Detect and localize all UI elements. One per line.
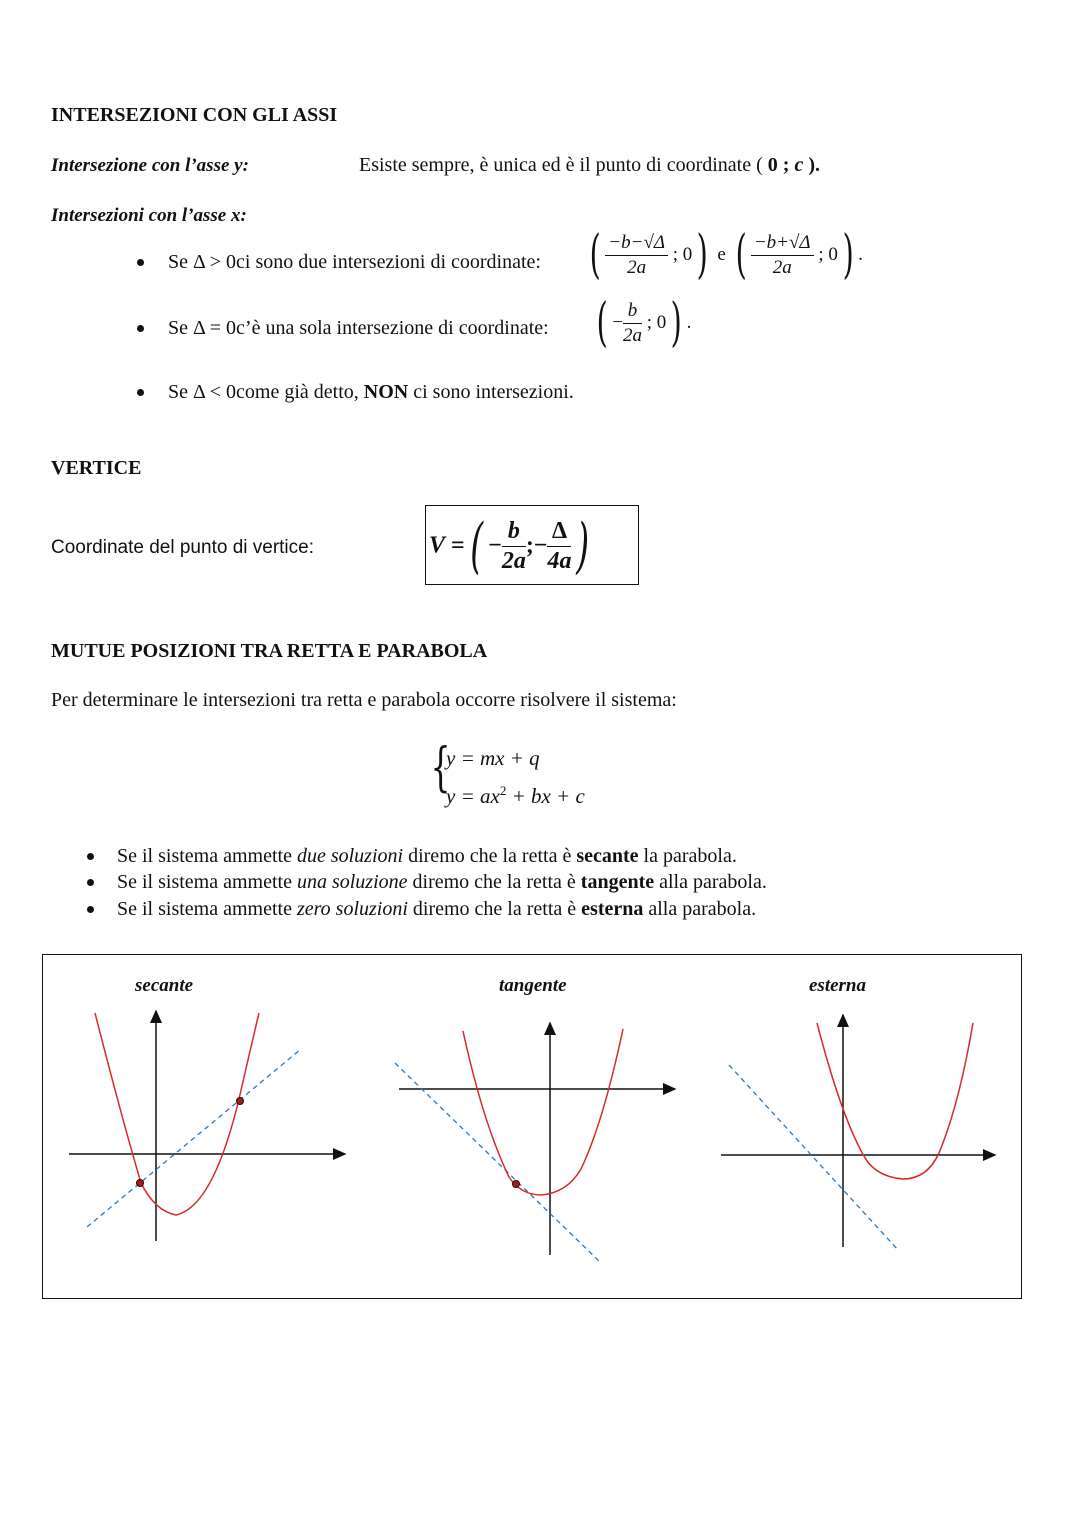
label-secante: secante [135, 975, 194, 996]
vertex-formula: V =( − $\frac{b}{2a}$ ;− $\frac{\Delta}{4a}$ ) [429, 511, 590, 581]
bullet-dot [87, 906, 94, 913]
bullet-dot [87, 853, 94, 860]
item-esterna: Se il sistema ammette zero soluzioni diremo che la retta è esterna alla parabola. [117, 898, 757, 920]
bullet-delta-positive: Se Δ > 0ci sono due intersezioni di coordinate: [168, 251, 541, 273]
system-eq2: $y = ax^2$ + bx + c [446, 783, 585, 808]
figures-svg [43, 955, 1021, 1298]
vertex-formula-box [425, 505, 639, 585]
figures-panel [42, 954, 1022, 1299]
system-brace: { [430, 738, 451, 798]
bullet-delta-negative: Se Δ < 0come già detto, NON ci sono intersezioni. [168, 381, 574, 403]
bullet-dot [137, 389, 144, 396]
tangent-point [513, 1181, 520, 1188]
section-title-vertice: VERTICE [51, 457, 142, 479]
vertice-label: Coordinate del punto di vertice: [51, 537, 314, 558]
graph-esterna [721, 1015, 995, 1251]
item-secante: Se il sistema ammette due soluzioni diremo che la retta è secante la parabola. [117, 845, 737, 867]
tangent-line [395, 1063, 599, 1261]
label-esterna: esterna [809, 975, 866, 996]
system-eq1: y = mx + q [446, 746, 540, 770]
secant-line [87, 1049, 301, 1227]
parabola [463, 1029, 623, 1195]
section-title-intersezioni: INTERSEZIONI CON GLI ASSI [51, 104, 338, 126]
bullet-delta-zero: Se Δ = 0c’è una sola intersezione di coordinate: [168, 317, 549, 339]
intersection-point [137, 1180, 144, 1187]
mutue-intro: Per determinare le intersezioni tra retta e parabola occorre risolvere il sistema: [51, 689, 677, 711]
graph-tangente [395, 1023, 675, 1261]
graph-secante [43, 955, 345, 1298]
section-title-mutue: MUTUE POSIZIONI TRA RETTA E PARABOLA [51, 640, 488, 662]
asse-y-label: Intersezione con l’asse y: [51, 155, 249, 176]
parabola [95, 1013, 259, 1215]
formula-one-intersection: ( − $\frac{b}{2a}$ ; 0) . [596, 293, 692, 353]
item-tangente: Se il sistema ammette una soluzione diremo che la retta è tangente alla parabola. [117, 871, 767, 893]
asse-x-label: Intersezioni con l’asse x: [51, 205, 247, 226]
formula-two-intersections: ( $\frac{-b-√\Delta}{2a}$ ; 0) e ( $\frac{-b+√\Delta}{2a}$ ; 0) . [589, 225, 863, 285]
bullet-dot [87, 879, 94, 886]
external-line [729, 1065, 899, 1251]
asse-y-text: Esiste sempre, è unica ed è il punto di coordinate ( 0 ; c ). [359, 154, 820, 176]
label-tangente: tangente [499, 975, 567, 996]
intersection-point [237, 1098, 244, 1105]
bullet-dot [137, 325, 144, 332]
bullet-dot [137, 259, 144, 266]
